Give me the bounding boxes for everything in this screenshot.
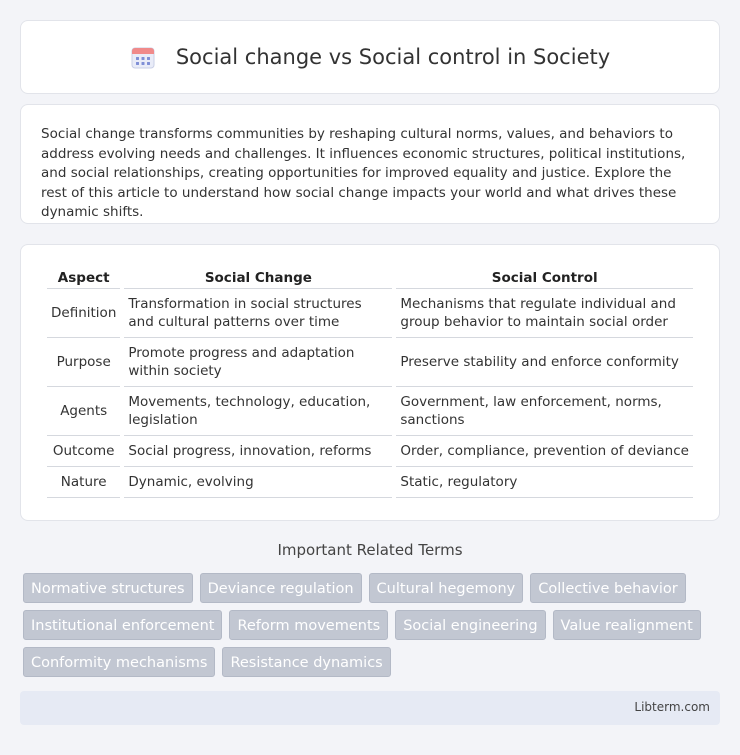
related-terms-list: [23, 573, 723, 677]
intro-card: [20, 104, 720, 224]
term-tag[interactable]: Resistance dynamics: [222, 647, 390, 677]
table-row: [47, 289, 693, 338]
term-tag[interactable]: Reform movements: [229, 610, 388, 640]
table-cell: Transformation in social structures and cultural patterns over time: [124, 289, 392, 338]
table-cell-aspect: Definition: [47, 289, 120, 338]
term-tag[interactable]: Social engineering: [395, 610, 545, 640]
term-tag[interactable]: Value realignment: [553, 610, 701, 640]
table-row: [47, 387, 693, 436]
table-cell: Promote progress and adaptation within society: [124, 338, 392, 387]
table-cell: Mechanisms that regulate individual and group behavior to maintain social order: [396, 289, 693, 338]
column-header-social-change: Social Change: [124, 265, 392, 289]
table-cell: Static, regulatory: [396, 467, 693, 498]
table-cell: Preserve stability and enforce conformity: [396, 338, 693, 387]
term-tag[interactable]: Normative structures: [23, 573, 193, 603]
table-row: [47, 338, 693, 387]
comparison-table: [43, 265, 697, 498]
table-cell-aspect: Purpose: [47, 338, 120, 387]
table-row: [47, 467, 693, 498]
term-tag[interactable]: Deviance regulation: [200, 573, 362, 603]
table-cell: Social progress, innovation, reforms: [124, 436, 392, 467]
table-cell: Dynamic, evolving: [124, 467, 392, 498]
comparison-card: [20, 244, 720, 521]
table-cell: Movements, technology, education, legislation: [124, 387, 392, 436]
table-cell: Order, compliance, prevention of deviance: [396, 436, 693, 467]
intro-text: Social change transforms communities by reshaping cultural norms, values, and behaviors to address evolving needs and challenges. It influences economic structures, political institutions, and social relationships, creating opportunities for improved equality and justice. Explore the rest of this article to understand how social change impacts your world and what drives these dynamic shifts.: [41, 126, 686, 220]
page-title: Social change vs Social control in Society: [175, 45, 611, 69]
footer: [20, 691, 720, 725]
term-tag[interactable]: Collective behavior: [530, 573, 685, 603]
term-tag[interactable]: Cultural hegemony: [369, 573, 524, 603]
header-card: [20, 20, 720, 94]
table-cell-aspect: Outcome: [47, 436, 120, 467]
table-header-row: [47, 265, 693, 289]
table-cell-aspect: Agents: [47, 387, 120, 436]
term-tag[interactable]: Conformity mechanisms: [23, 647, 215, 677]
footer-site-link[interactable]: Libterm.com: [634, 700, 710, 714]
column-header-aspect: Aspect: [47, 265, 120, 289]
column-header-social-control: Social Control: [396, 265, 693, 289]
related-terms-title: Important Related Terms: [277, 541, 463, 559]
term-tag[interactable]: Institutional enforcement: [23, 610, 222, 640]
table-row: [47, 436, 693, 467]
table-cell: Government, law enforcement, norms, sanctions: [396, 387, 693, 436]
calendar-icon: [130, 44, 156, 70]
table-cell-aspect: Nature: [47, 467, 120, 498]
